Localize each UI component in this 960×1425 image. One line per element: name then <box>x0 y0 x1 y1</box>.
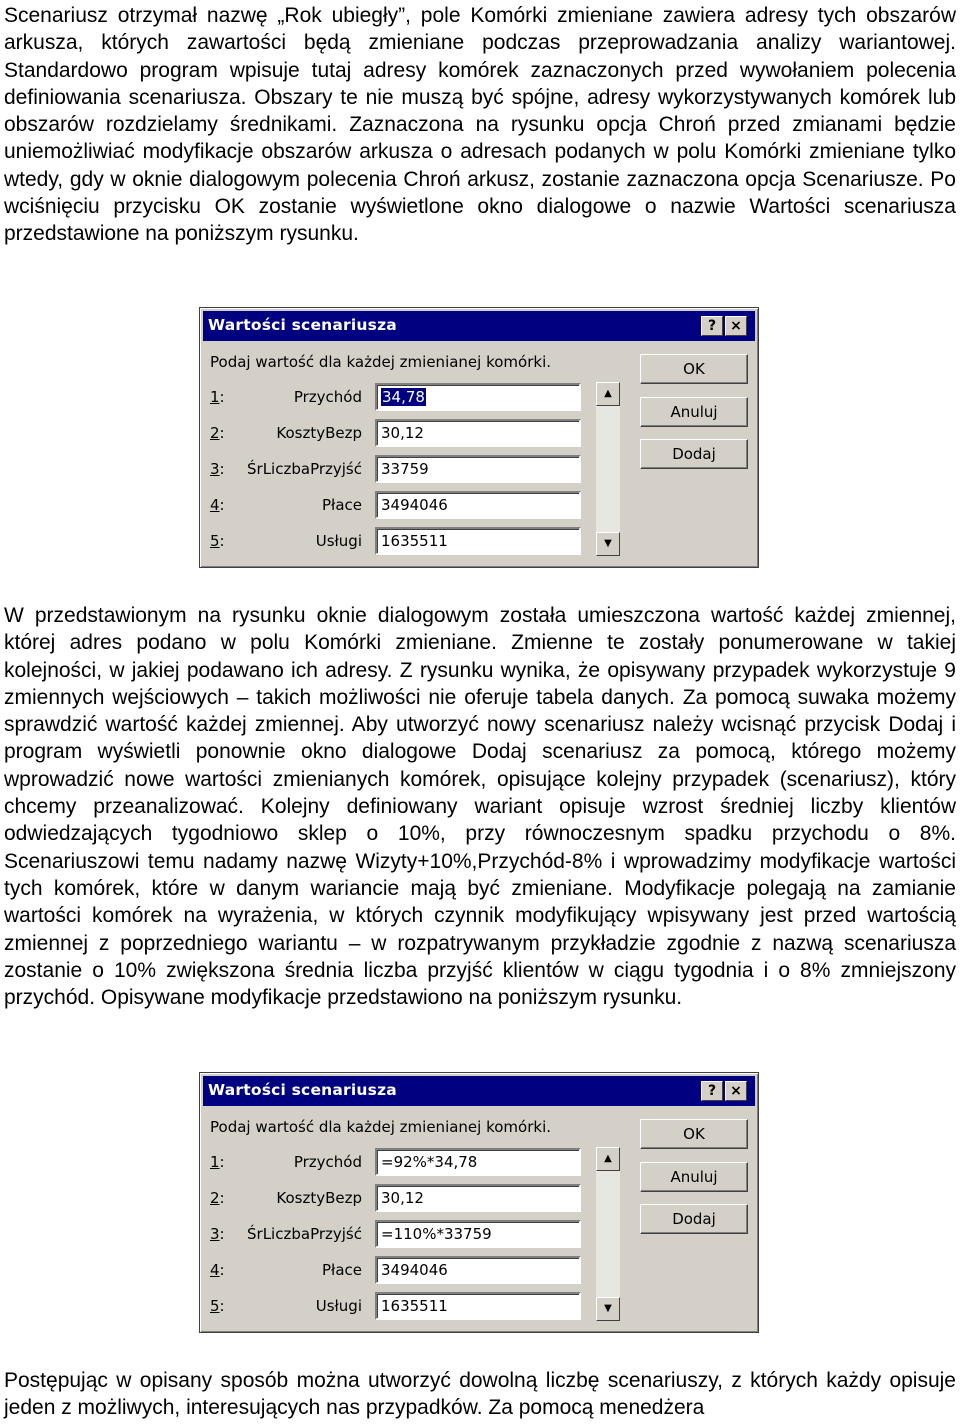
dialog-title: Wartości scenariusza <box>208 1081 397 1099</box>
variable-label: Przychód <box>293 388 362 406</box>
variable-index: 1: <box>210 388 225 406</box>
variable-value-input[interactable]: =110%*33759 <box>375 1220 581 1248</box>
variable-label: Płace <box>322 1261 362 1279</box>
variable-value-input[interactable]: 30,12 <box>375 419 581 447</box>
variable-value-input[interactable]: 3494046 <box>375 491 581 519</box>
close-button[interactable]: × <box>725 316 747 336</box>
dialog-prompt: Podaj wartość dla każdej zmienianej komórki. <box>210 353 552 371</box>
variable-label: Usługi <box>315 532 362 550</box>
ok-button[interactable]: OK <box>640 1119 748 1149</box>
paragraph-ending: Postępując w opisany sposób można utworzyć dowolną liczbę scenariuszy, z których każdy opisuje jeden z możliwych, interesujących nas przypadków. Za pomocą menedżera <box>4 1369 956 1420</box>
variable-value-input[interactable]: 33759 <box>375 455 581 483</box>
variable-index: 4: <box>210 1261 225 1279</box>
scroll-down-icon[interactable]: ▼ <box>596 532 620 556</box>
paragraph-middle: W przedstawionym na rysunku oknie dialogowym została umieszczona wartość każdej zmiennej, której adres podano w polu Komórki zmieniane. Zmienne te zostały ponumerowane w takiej kolejności, w jakiej podawano ich adresy. Z rysunku wynika, że opisywany przypadek wykorzystuje 9 zmiennych wejściowych – takich możliwości nie oferuje tabela danych. Za pomocą suwaka możemy sprawdzić wartość każdej zmiennej. Aby utworzyć nowy scenariusz należy wcisnąć przycisk Dodaj i program wyświetli ponownie okno dialogowe Dodaj scenariusz za pomocą, którego możemy wprowadzić nowe wartości zmienianych komórek, opisujące kolejny przypadek (scenariusz), który chcemy przeanalizować. Kolejny definiowany wariant opisuje wzrost średniej liczby klientów odwiedzających tygodniowo sklep o 10%, przy równoczesnym spadku przychodu o 8%. Scenariuszowi temu nadamy nazwę Wizyty+10%,Przychód-8% i wprowadzimy modyfikacje wartości tych komórek, które w danym wariancie mają być zmieniane. Modyfikacje polegają na zamianie wartości komórek na wyrażenia, w których czynnik modyfikujący wpisywany jest przed wartością zmiennej z poprzedniego wariantu – w rozpatrywanym przykładzie zgodnie z nazwą scenariusza zostanie o 10% zwiększona średnia liczba przyjść klientów w ciągu tygodnia i o 8% zmniejszony przychód. Opisywane modyfikacje przedstawiono na poniższym rysunku. <box>4 604 956 1010</box>
variable-value-text: 34,78 <box>382 388 425 406</box>
variable-index: 3: <box>210 1225 225 1243</box>
paragraph-intro: Scenariusz otrzymał nazwę „Rok ubiegły”, pole Komórki zmieniane zawiera adresy tych obszarów arkusza, których zawartości będą zmieniane podczas przeprowadzania analizy wariantowej. Standardowo program wpisuje tutaj adresy komórek zaznaczonych przed wywołaniem polecenia definiowania scenariusza. Obszary te nie muszą być spójne, adresy wykorzystywanych komórek lub obszarów rozdzielamy średnikami. Zaznaczona na rysunku opcja Chroń przed zmianami będzie uniemożliwiać modyfikacje obszarów arkusza o adresach podanych w polu Komórki zmieniane tylko wtedy, gdy w oknie dialogowym polecenia Chroń arkusz, zostanie zaznaczona opcja Scenariusze. Po wciśnięciu przycisku OK zostanie wyświetlone okno dialogowe o nazwie Wartości scenariusza przedstawione na poniższym rysunku. <box>4 4 956 246</box>
variable-value-input[interactable] <box>375 383 581 411</box>
help-button[interactable]: ? <box>701 316 723 336</box>
variable-index: 3: <box>210 460 225 478</box>
variable-label: KosztyBezp <box>276 424 362 442</box>
add-button[interactable]: Dodaj <box>640 1204 748 1234</box>
dialog-prompt: Podaj wartość dla każdej zmienianej komórki. <box>210 1118 552 1136</box>
scroll-down-icon[interactable]: ▼ <box>596 1297 620 1321</box>
variable-label: ŚrLiczbaPrzyjść <box>247 460 362 478</box>
variables-scrollbar[interactable] <box>596 1147 620 1321</box>
help-button[interactable]: ? <box>701 1081 723 1101</box>
variable-row <box>200 454 600 484</box>
variable-value-input[interactable]: 30,12 <box>375 1184 581 1212</box>
scenario-values-dialog-modified <box>199 1072 759 1333</box>
variable-row <box>200 1255 600 1285</box>
variable-value-input[interactable]: 1635511 <box>375 527 581 555</box>
variable-value-input[interactable]: =92%*34,78 <box>375 1148 581 1176</box>
variable-index: 1: <box>210 1153 225 1171</box>
variable-row <box>200 526 600 556</box>
variable-label: Przychód <box>293 1153 362 1171</box>
ok-button[interactable]: OK <box>640 354 748 384</box>
scroll-up-icon[interactable]: ▲ <box>596 1147 620 1171</box>
scroll-up-icon[interactable]: ▲ <box>596 382 620 406</box>
dialog-title-bar <box>203 1076 755 1106</box>
variable-label: Płace <box>322 496 362 514</box>
variable-value-input[interactable]: 3494046 <box>375 1256 581 1284</box>
variable-row <box>200 1147 600 1177</box>
variable-index: 2: <box>210 1189 225 1207</box>
variables-scrollbar[interactable] <box>596 382 620 556</box>
variable-index: 4: <box>210 496 225 514</box>
variable-index: 5: <box>210 532 225 550</box>
variable-row <box>200 490 600 520</box>
scenario-values-dialog <box>199 307 759 568</box>
variable-label: KosztyBezp <box>276 1189 362 1207</box>
cancel-button[interactable]: Anuluj <box>640 1162 748 1192</box>
cancel-button[interactable]: Anuluj <box>640 397 748 427</box>
variable-index: 2: <box>210 424 225 442</box>
variable-row <box>200 1183 600 1213</box>
variable-value-input[interactable]: 1635511 <box>375 1292 581 1320</box>
variable-label: Usługi <box>315 1297 362 1315</box>
add-button[interactable]: Dodaj <box>640 439 748 469</box>
variable-row <box>200 1291 600 1321</box>
variable-label: ŚrLiczbaPrzyjść <box>247 1225 362 1243</box>
variable-row <box>200 418 600 448</box>
close-button[interactable]: × <box>725 1081 747 1101</box>
variable-row <box>200 382 600 412</box>
dialog-title-bar <box>203 311 755 341</box>
variable-index: 5: <box>210 1297 225 1315</box>
dialog-title: Wartości scenariusza <box>208 316 397 334</box>
variable-row <box>200 1219 600 1249</box>
